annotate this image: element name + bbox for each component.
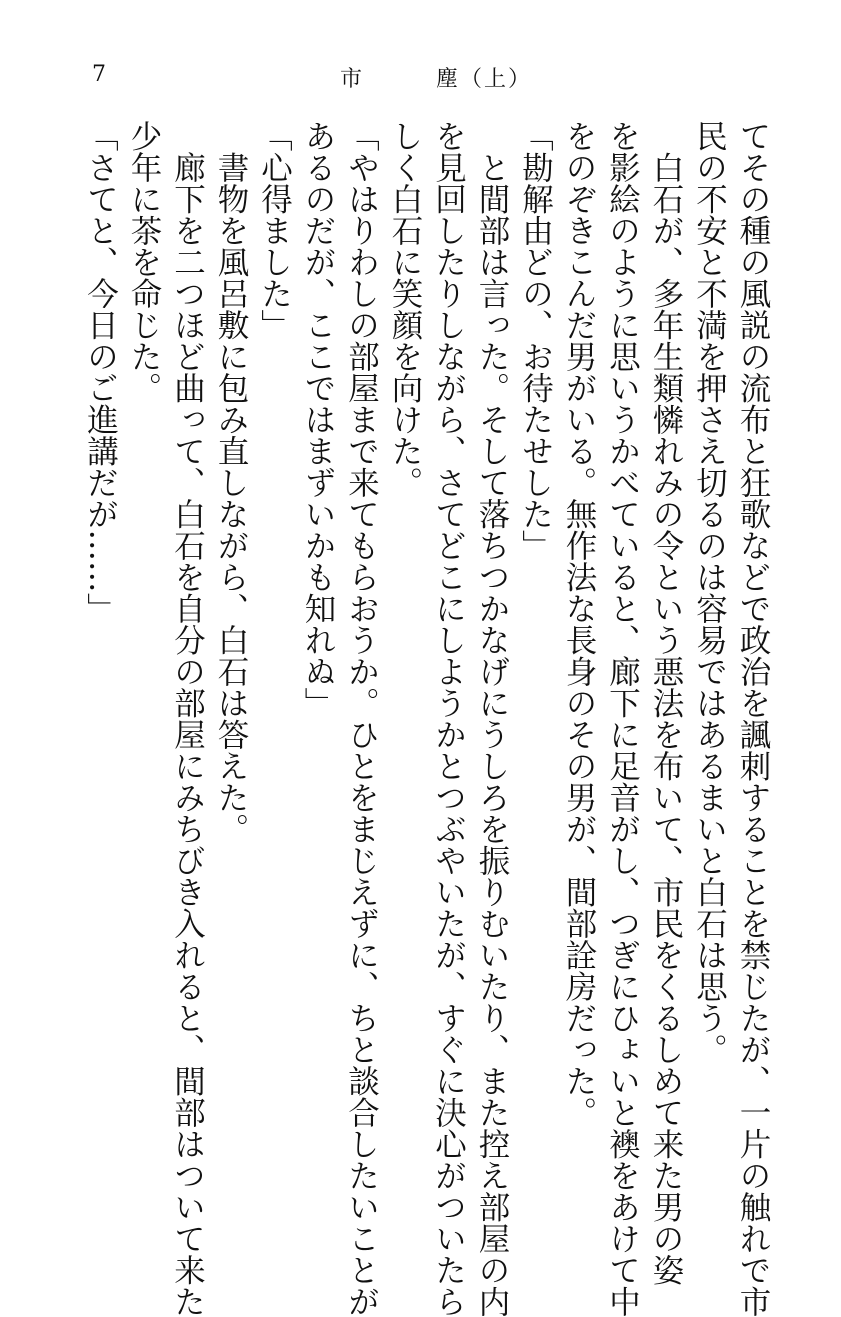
- text-line: 「やはりわしの部屋まで来てもらおうか。ひとをまじえずに、ちと談合したいことが: [343, 120, 380, 1317]
- text-line: しく白石に笑顔を向けた。: [387, 120, 423, 498]
- text-line: 少年に茶を命じた。: [126, 120, 162, 404]
- text-line: てその種の風説の流布と狂歌などで政治を諷刺することを禁じたが、一片の触れで市: [735, 120, 771, 1317]
- text-line: あるのだが、ここではまずいかも知れぬ」: [300, 120, 336, 719]
- text-line: 白石が、多年生類憐れみの令という悪法を布いて、市民をくるしめて来た男の姿: [648, 120, 684, 1286]
- text-line: と間部は言った。そして落ちつかなげにうしろを振りむいたり、また控え部屋の内: [474, 120, 510, 1317]
- text-line: 書物を風呂敷に包み直しながら、白石は答えた。: [213, 120, 249, 845]
- text-line: を影絵のように思いうかべていると、廊下に足音がし、つぎにひょいと襖をあけて中: [604, 120, 641, 1317]
- text-line: 「心得ました」: [256, 120, 293, 341]
- text-line: 「さてと、今日のご進講だが……」: [82, 120, 119, 624]
- running-header: 市 塵（上）: [340, 67, 533, 92]
- text-line: 民の不安と不満を押さえ切るのは容易ではあるまいと白石は思う。: [691, 120, 728, 1065]
- text-line: をのぞきこんだ男がいる。無作法な長身のその男が、間部詮房だった。: [561, 120, 597, 1128]
- text-line: 廊下を二つほど曲って、白石を自分の部屋にみちびき入れると、間部はついて来た: [169, 120, 206, 1317]
- text-line: を見回したりしながら、さてどこにしようかとつぶやいたが、すぐに決心がついたら: [430, 120, 467, 1317]
- text-line: 「勘解由どの、お待たせした」: [517, 120, 554, 561]
- vertical-text-body: [82, 120, 771, 1317]
- page-number: 7: [92, 62, 106, 87]
